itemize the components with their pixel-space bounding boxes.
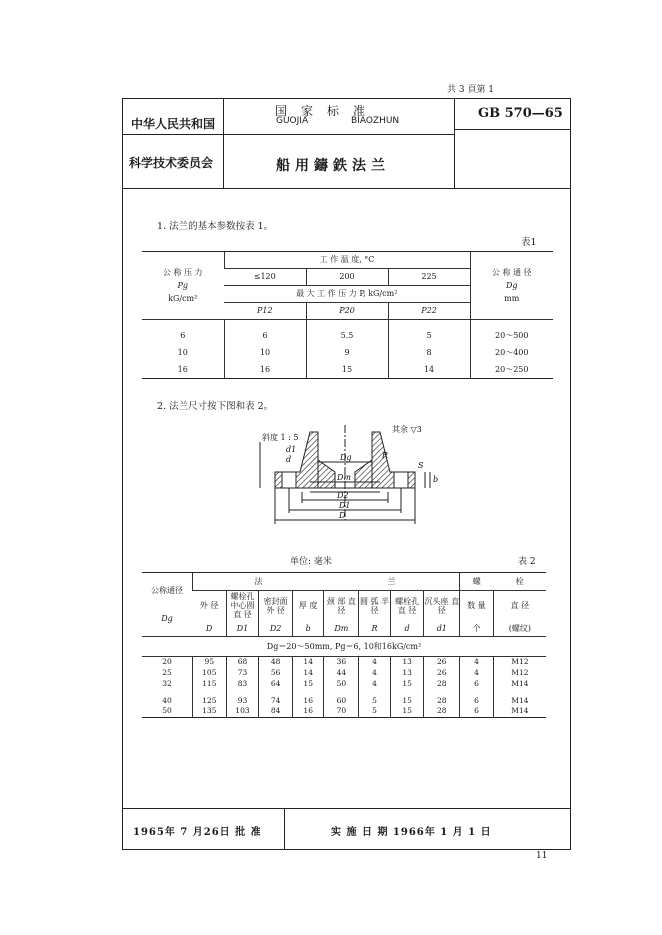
standard-type-cn: 国家标准 xyxy=(275,104,380,118)
col-nominal-diameter: 公称通径 Dg xyxy=(151,586,183,623)
taper-label: 斜度 1 : 5 xyxy=(262,433,299,442)
table-row: 16 16 15 14 20～250 xyxy=(142,362,553,379)
table-row: 6 6 5.5 5 20～500 xyxy=(142,328,553,345)
h-thick: 厚 度 xyxy=(292,591,324,621)
dimensions-table xyxy=(142,572,546,718)
h-hole: 螺栓孔 直 径 xyxy=(390,591,424,621)
dim-label: D2 xyxy=(337,491,349,500)
surface-finish-label: 其余 ▽3 xyxy=(392,425,422,434)
s-neck: Dm xyxy=(324,621,359,637)
divider xyxy=(224,134,455,135)
condition-row: Dg＝20～50mm, Pg＝6, 10和16kG/cm² xyxy=(142,637,546,657)
p-symbol: P12 xyxy=(224,303,306,320)
approval-date: 1965年 7 月26日 批 准 xyxy=(133,827,262,838)
table-row: 50 135 103 84 16 70 5 15 28 6 M14 xyxy=(142,707,546,718)
dim-label: R xyxy=(382,451,389,460)
s-radius: R xyxy=(359,621,391,637)
table-row: 40 125 93 74 16 60 5 15 28 6 M14 xyxy=(142,696,546,707)
table-row: 10 10 9 8 20～400 xyxy=(142,345,553,362)
standard-type-pinyin-1: GUOJIA xyxy=(276,116,309,126)
group-flange-1: 法 xyxy=(193,573,324,591)
s-counter: d1 xyxy=(424,621,460,637)
org-name-line2: 科学技术委员会 xyxy=(129,156,214,170)
document-title: 船用鑄鉄法兰 xyxy=(276,158,390,174)
table-row: 32 115 83 64 15 50 4 15 28 6 M14 xyxy=(142,679,546,690)
h-bolt-dia: 直 径 xyxy=(493,591,546,621)
divider xyxy=(123,134,224,135)
section1-text: 1. 法兰的基本参数按表 1。 xyxy=(157,221,274,232)
divider xyxy=(122,808,571,809)
table-row: 25 105 73 56 14 44 4 13 26 4 M12 xyxy=(142,668,546,679)
header-org-cell xyxy=(123,99,224,188)
s-seal: D2 xyxy=(259,621,293,637)
divider xyxy=(123,188,570,189)
temp-cell: 200 xyxy=(306,269,388,286)
page-count-note: 共 3 頁第 1 xyxy=(447,85,495,95)
temp-cell: 225 xyxy=(388,269,470,286)
org-name-line1: 中华人民共和国 xyxy=(131,117,216,131)
divider xyxy=(455,129,571,130)
dim-label: Dg xyxy=(340,453,352,462)
group-bolt-2: 栓 xyxy=(515,576,524,586)
s-bolt-circle: D1 xyxy=(226,621,259,637)
table2-label: 表 2 xyxy=(518,557,536,567)
s-hole: d xyxy=(390,621,424,637)
flange-drawing xyxy=(240,420,450,542)
h-outer: 外 径 xyxy=(193,591,227,621)
s-qty: 个 xyxy=(460,621,494,637)
nominal-pressure-header: 公 称 压 力 Pg kG/cm² xyxy=(162,267,203,304)
h-counter: 沉头座 直 径 xyxy=(424,591,460,621)
table1-label: 表1 xyxy=(521,237,537,248)
nominal-diameter-header: 公 称 通 径 Dg mm xyxy=(470,252,553,320)
h-bolt-circle: 螺栓孔 中心圆 直 径 xyxy=(226,591,259,621)
standard-type-pinyin-2: BIAOZHUN xyxy=(351,116,400,126)
table-row: 20 95 68 48 14 36 4 13 26 4 M12 xyxy=(142,657,546,668)
p-symbol: P22 xyxy=(388,303,470,320)
divider xyxy=(284,808,285,850)
table2-unit: 单位: 毫米 xyxy=(290,557,332,567)
dim-label: d1 xyxy=(286,445,297,454)
s-thick: b xyxy=(292,621,324,637)
dim-label: S xyxy=(418,461,424,470)
h-radius: 圆 弧 半 径 xyxy=(359,591,391,621)
effective-date: 实 施 日 期 1966年 1 月 1 日 xyxy=(331,827,492,838)
dim-label: Dm xyxy=(337,473,351,482)
s-outer: D xyxy=(205,623,213,633)
group-bolt-1: 螺 xyxy=(460,573,494,591)
parameters-table xyxy=(142,251,553,379)
s-thread: (螺纹) xyxy=(493,621,546,637)
standard-code: GB 570—65 xyxy=(478,106,563,121)
section2-text: 2. 法兰尺寸按下图和表 2。 xyxy=(157,401,274,412)
max-pressure-header: 最 大 工 作 压 力 P, kG/cm² xyxy=(224,286,470,303)
group-flange-2: 兰 xyxy=(387,576,396,586)
page-number: 11 xyxy=(536,851,548,861)
dim-label: b xyxy=(433,475,439,484)
h-neck: 颈 部 直 径 xyxy=(324,591,359,621)
h-seal: 密封面 外 径 xyxy=(259,591,293,621)
dim-label: D1 xyxy=(339,501,351,510)
dim-label: d xyxy=(286,455,292,464)
temp-cell: ≤120 xyxy=(224,269,306,286)
p-symbol: P20 xyxy=(306,303,388,320)
working-temp-header: 工 作 温 度, °C xyxy=(224,252,470,269)
h-qty: 数 量 xyxy=(460,591,494,621)
dim-label: D xyxy=(339,511,346,520)
